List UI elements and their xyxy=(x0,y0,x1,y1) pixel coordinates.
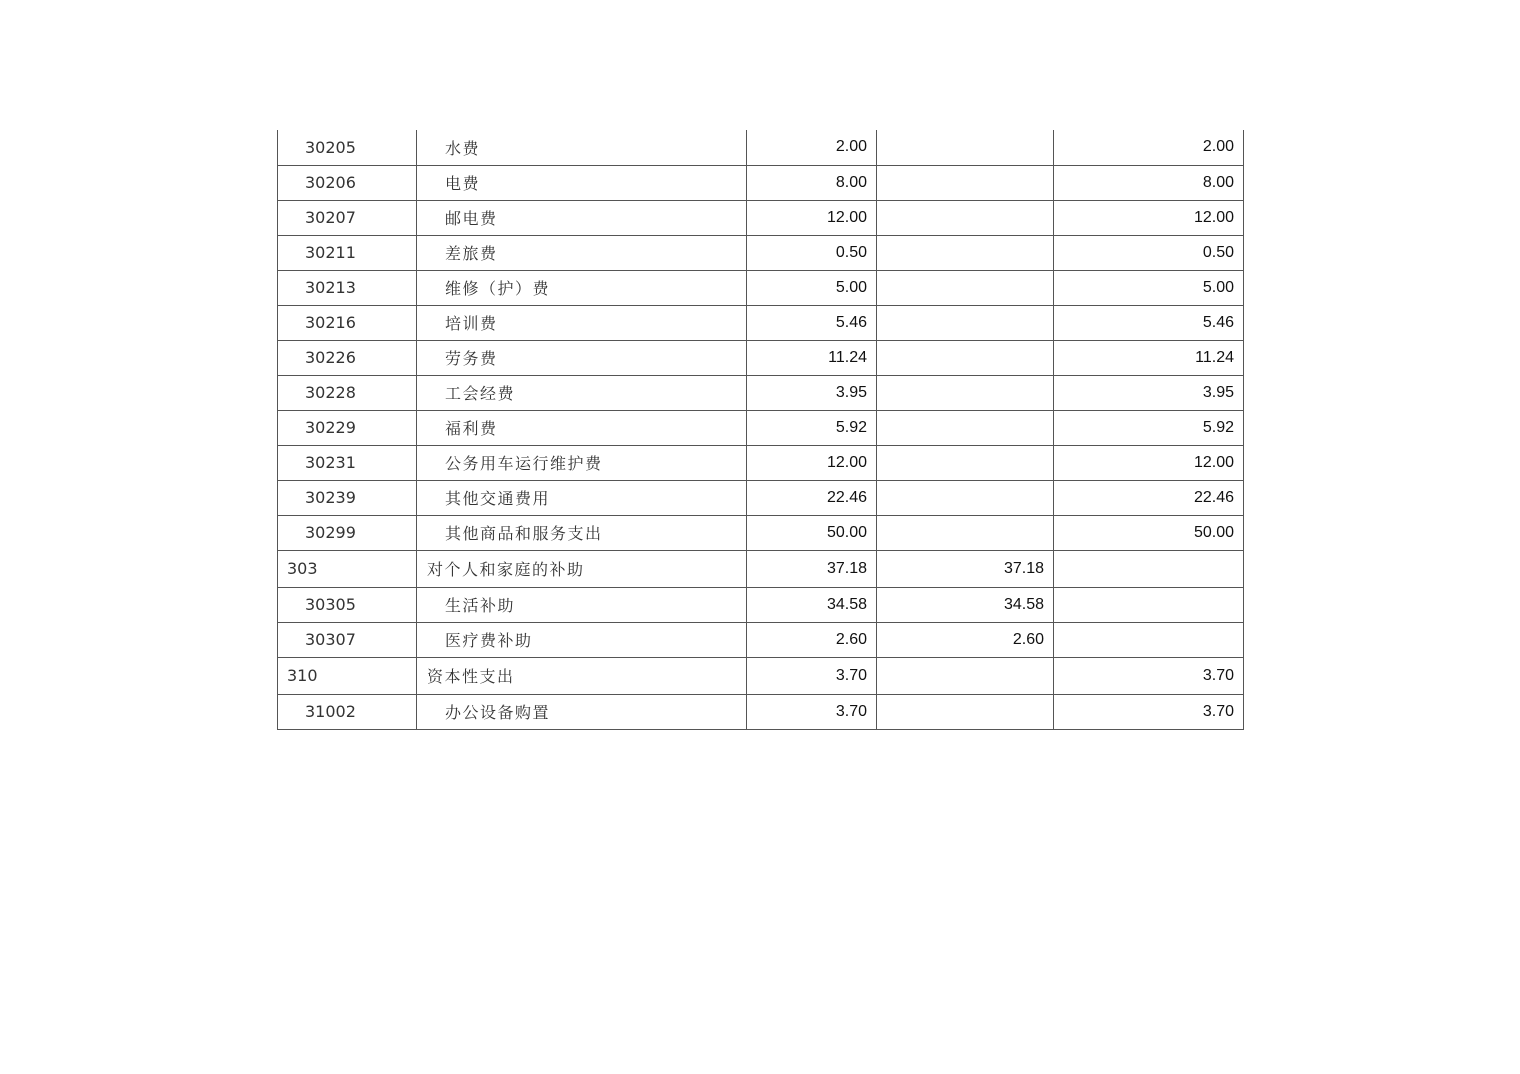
account-name-cell: 电费 xyxy=(417,165,747,200)
basic-expenditure-cell xyxy=(877,270,1054,305)
table-row xyxy=(278,270,1244,305)
category-row xyxy=(278,657,1244,694)
basic-expenditure-cell xyxy=(877,235,1054,270)
account-code-cell: 30305 xyxy=(278,587,417,622)
total-amount-cell: 3.70 xyxy=(747,657,877,694)
table-row xyxy=(278,410,1244,445)
total-amount-cell: 8.00 xyxy=(747,165,877,200)
account-name-cell: 培训费 xyxy=(417,305,747,340)
basic-expenditure-cell: 34.58 xyxy=(877,587,1054,622)
account-name-cell: 对个人和家庭的补助 xyxy=(417,550,747,587)
basic-expenditure-cell xyxy=(877,165,1054,200)
table-row xyxy=(278,587,1244,622)
project-expenditure-cell xyxy=(1054,550,1244,587)
total-amount-cell: 12.00 xyxy=(747,200,877,235)
table-row xyxy=(278,480,1244,515)
project-expenditure-cell: 0.50 xyxy=(1054,235,1244,270)
project-expenditure-cell: 2.00 xyxy=(1054,130,1244,165)
total-amount-cell: 0.50 xyxy=(747,235,877,270)
account-name-cell: 差旅费 xyxy=(417,235,747,270)
account-code-cell: 30205 xyxy=(278,130,417,165)
table-row xyxy=(278,200,1244,235)
account-name-cell: 办公设备购置 xyxy=(417,694,747,729)
total-amount-cell: 12.00 xyxy=(747,445,877,480)
account-name-cell: 维修（护）费 xyxy=(417,270,747,305)
basic-expenditure-cell: 37.18 xyxy=(877,550,1054,587)
project-expenditure-cell: 3.70 xyxy=(1054,694,1244,729)
basic-expenditure-cell xyxy=(877,375,1054,410)
basic-expenditure-cell xyxy=(877,130,1054,165)
total-amount-cell: 5.46 xyxy=(747,305,877,340)
basic-expenditure-cell: 2.60 xyxy=(877,622,1054,657)
account-code-cell: 30207 xyxy=(278,200,417,235)
table-row xyxy=(278,340,1244,375)
account-code-cell: 30226 xyxy=(278,340,417,375)
account-code-cell: 30216 xyxy=(278,305,417,340)
table-row xyxy=(278,622,1244,657)
project-expenditure-cell: 22.46 xyxy=(1054,480,1244,515)
total-amount-cell: 5.92 xyxy=(747,410,877,445)
account-name-cell: 劳务费 xyxy=(417,340,747,375)
total-amount-cell: 34.58 xyxy=(747,587,877,622)
expenditure-table xyxy=(277,130,1244,730)
basic-expenditure-cell xyxy=(877,480,1054,515)
total-amount-cell: 37.18 xyxy=(747,550,877,587)
table-row xyxy=(278,375,1244,410)
table-body xyxy=(278,130,1244,729)
project-expenditure-cell xyxy=(1054,622,1244,657)
total-amount-cell: 2.00 xyxy=(747,130,877,165)
total-amount-cell: 2.60 xyxy=(747,622,877,657)
account-code-cell: 303 xyxy=(278,550,417,587)
table-row xyxy=(278,235,1244,270)
account-name-cell: 其他商品和服务支出 xyxy=(417,515,747,550)
total-amount-cell: 3.70 xyxy=(747,694,877,729)
table-row xyxy=(278,445,1244,480)
table-row xyxy=(278,305,1244,340)
account-code-cell: 30229 xyxy=(278,410,417,445)
account-code-cell: 30228 xyxy=(278,375,417,410)
account-name-cell: 其他交通费用 xyxy=(417,480,747,515)
basic-expenditure-cell xyxy=(877,340,1054,375)
project-expenditure-cell: 12.00 xyxy=(1054,445,1244,480)
project-expenditure-cell: 5.00 xyxy=(1054,270,1244,305)
total-amount-cell: 50.00 xyxy=(747,515,877,550)
account-code-cell: 31002 xyxy=(278,694,417,729)
table-row xyxy=(278,515,1244,550)
basic-expenditure-cell xyxy=(877,410,1054,445)
basic-expenditure-cell xyxy=(877,657,1054,694)
account-name-cell: 生活补助 xyxy=(417,587,747,622)
account-name-cell: 工会经费 xyxy=(417,375,747,410)
account-name-cell: 资本性支出 xyxy=(417,657,747,694)
project-expenditure-cell: 11.24 xyxy=(1054,340,1244,375)
project-expenditure-cell xyxy=(1054,587,1244,622)
basic-expenditure-cell xyxy=(877,445,1054,480)
account-name-cell: 公务用车运行维护费 xyxy=(417,445,747,480)
project-expenditure-cell: 3.95 xyxy=(1054,375,1244,410)
total-amount-cell: 22.46 xyxy=(747,480,877,515)
total-amount-cell: 3.95 xyxy=(747,375,877,410)
account-name-cell: 医疗费补助 xyxy=(417,622,747,657)
account-code-cell: 30211 xyxy=(278,235,417,270)
account-code-cell: 310 xyxy=(278,657,417,694)
table-row xyxy=(278,130,1244,165)
project-expenditure-cell: 8.00 xyxy=(1054,165,1244,200)
account-code-cell: 30307 xyxy=(278,622,417,657)
account-name-cell: 水费 xyxy=(417,130,747,165)
project-expenditure-cell: 5.46 xyxy=(1054,305,1244,340)
project-expenditure-cell: 5.92 xyxy=(1054,410,1244,445)
account-name-cell: 福利费 xyxy=(417,410,747,445)
total-amount-cell: 11.24 xyxy=(747,340,877,375)
project-expenditure-cell: 12.00 xyxy=(1054,200,1244,235)
category-row xyxy=(278,550,1244,587)
account-code-cell: 30213 xyxy=(278,270,417,305)
account-code-cell: 30299 xyxy=(278,515,417,550)
account-code-cell: 30239 xyxy=(278,480,417,515)
table-row xyxy=(278,694,1244,729)
basic-expenditure-cell xyxy=(877,694,1054,729)
basic-expenditure-cell xyxy=(877,200,1054,235)
basic-expenditure-cell xyxy=(877,305,1054,340)
table-row xyxy=(278,165,1244,200)
project-expenditure-cell: 3.70 xyxy=(1054,657,1244,694)
project-expenditure-cell: 50.00 xyxy=(1054,515,1244,550)
account-code-cell: 30206 xyxy=(278,165,417,200)
total-amount-cell: 5.00 xyxy=(747,270,877,305)
basic-expenditure-cell xyxy=(877,515,1054,550)
account-name-cell: 邮电费 xyxy=(417,200,747,235)
account-code-cell: 30231 xyxy=(278,445,417,480)
